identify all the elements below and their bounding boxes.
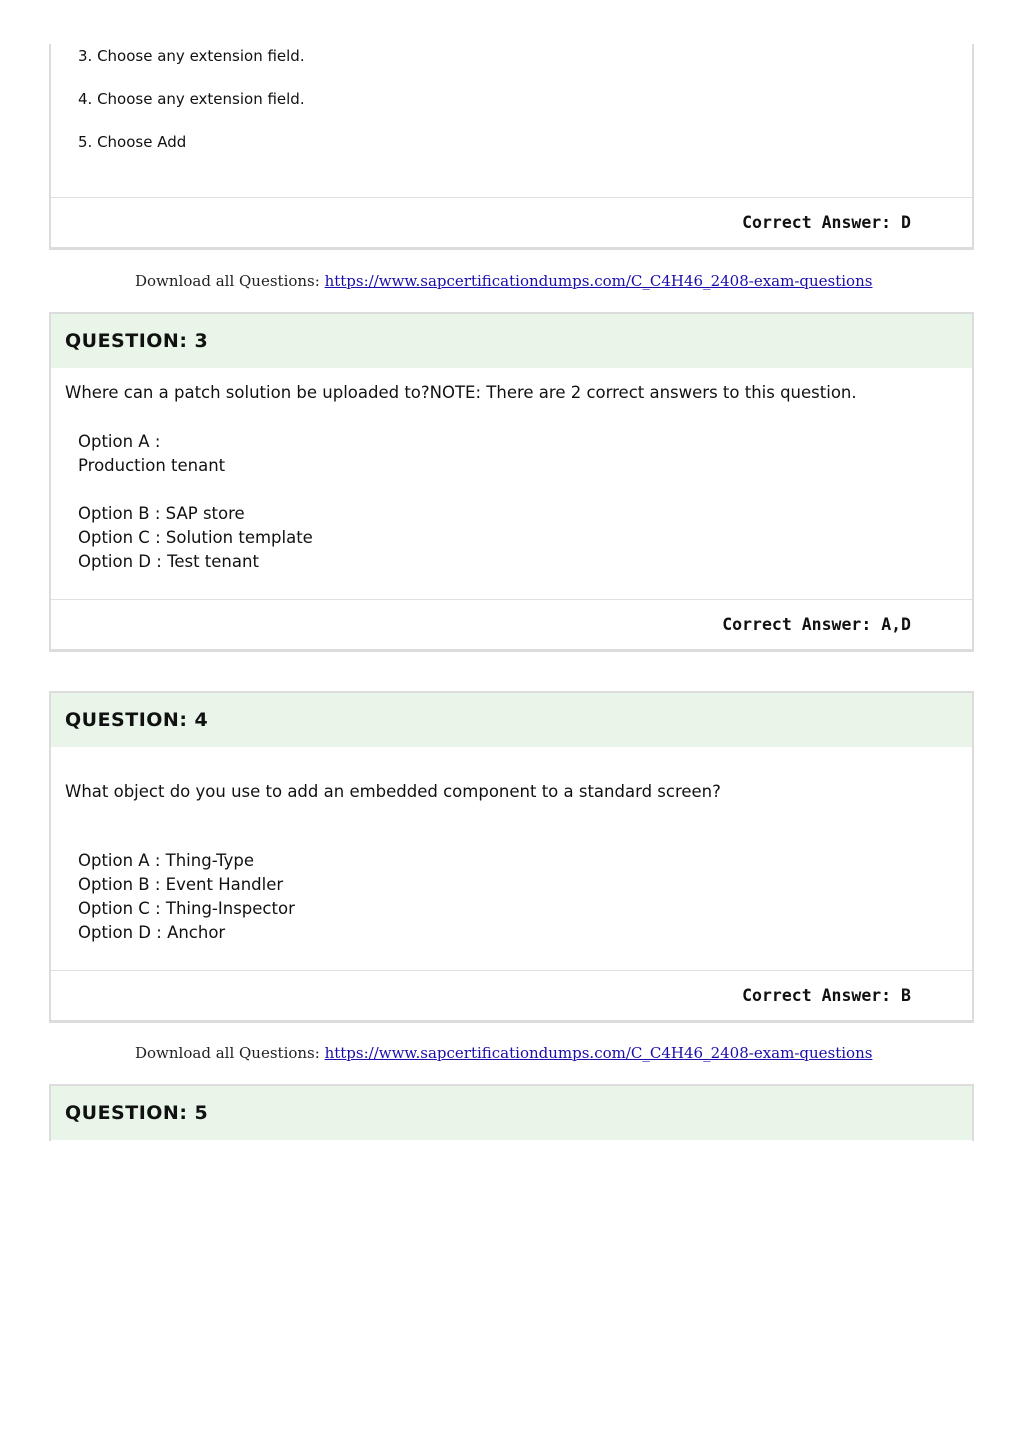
question-4-card [49, 691, 974, 1023]
step-item: 4. Choose any extension field. [78, 90, 305, 108]
option-item: Option D : Test tenant [78, 552, 259, 571]
question-3-text: Where can a patch solution be uploaded to?NOTE: There are 2 correct answers to this question. [65, 383, 857, 402]
question-5-card [49, 1084, 974, 1141]
option-item: Option D : Anchor [78, 923, 226, 942]
option-item: Option C : Thing-Inspector [78, 899, 295, 918]
download-label: Download all Questions: [135, 272, 325, 290]
question-3-answer-bar [51, 599, 972, 650]
question-3-correct-answer: Correct Answer: A,D [722, 615, 911, 634]
question-3-options [78, 430, 313, 574]
step-item: 5. Choose Add [78, 133, 187, 151]
question-2-steps [78, 46, 305, 175]
download-line-1 [135, 272, 872, 290]
question-4-options [78, 849, 295, 945]
download-label: Download all Questions: [135, 1044, 325, 1062]
option-item: Option A : [78, 432, 161, 451]
option-item: Option B : SAP store [78, 504, 245, 523]
question-4-correct-answer: Correct Answer: B [742, 986, 911, 1005]
question-4-title: QUESTION: 4 [51, 693, 972, 747]
question-2-correct-answer: Correct Answer: D [742, 213, 911, 232]
option-item: Production tenant [78, 456, 226, 475]
download-link[interactable]: https://www.sapcertificationdumps.com/C_C4H46_2408-exam-questions [324, 1044, 873, 1062]
question-2-card [49, 44, 974, 250]
option-item: Option B : Event Handler [78, 875, 284, 894]
question-5-title: QUESTION: 5 [51, 1086, 972, 1140]
question-3-title: QUESTION: 3 [51, 314, 972, 368]
download-link[interactable]: https://www.sapcertificationdumps.com/C_C4H46_2408-exam-questions [324, 272, 873, 290]
download-line-2 [135, 1044, 872, 1062]
question-4-text: What object do you use to add an embedded component to a standard screen? [65, 782, 721, 801]
step-item: 3. Choose any extension field. [78, 47, 305, 65]
option-spacer [78, 478, 313, 502]
option-item: Option C : Solution template [78, 528, 313, 547]
question-2-answer-bar [51, 197, 972, 248]
option-item: Option A : Thing-Type [78, 851, 255, 870]
question-3-card [49, 312, 974, 652]
question-4-answer-bar [51, 970, 972, 1021]
